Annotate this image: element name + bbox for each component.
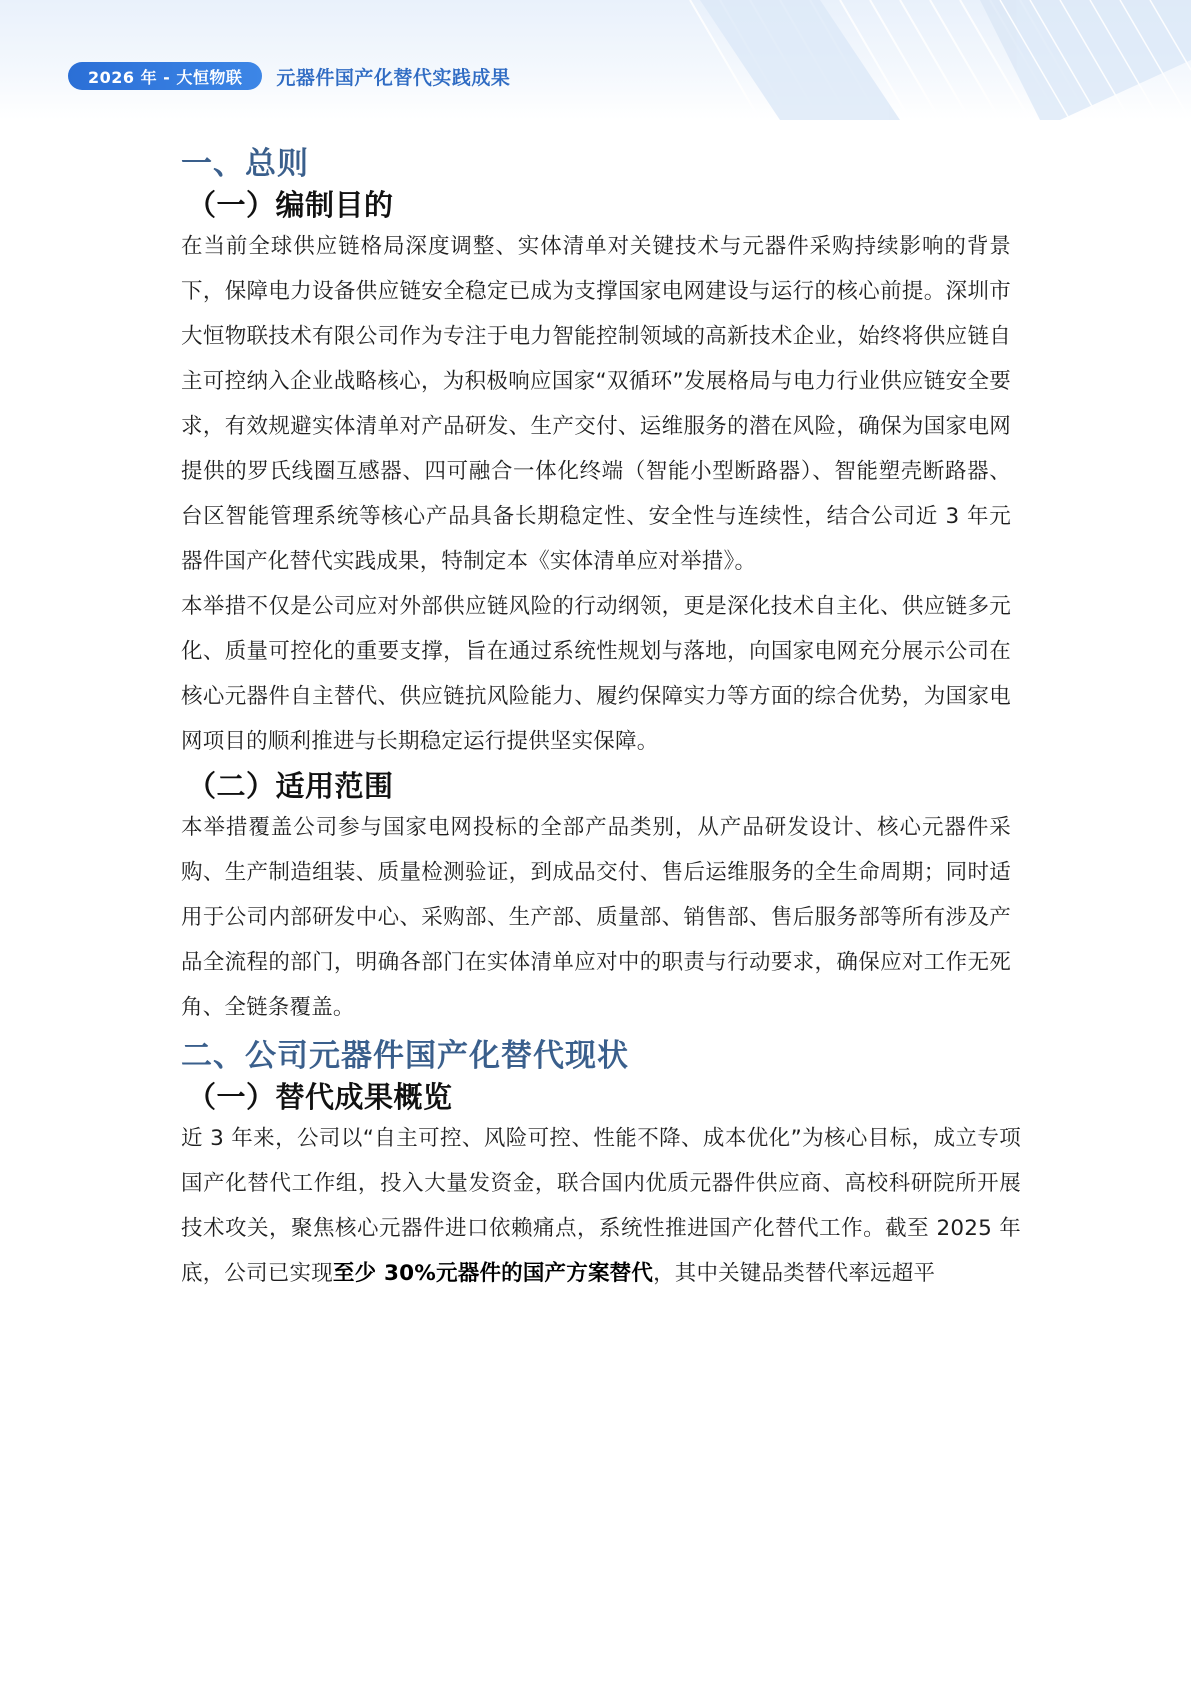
year-company-badge: 2026 年 - 大恒物联 bbox=[68, 62, 262, 90]
section-1-1-paragraph-1: 在当前全球供应链格局深度调整、实体清单对关键技术与元器件采购持续影响的背景下，保障电力设备供应链安全稳定已成为支撑国家电网建设与运行的核心前提。深圳市大恒物联技术有限公司作为专注于电力智能控制领域的高新技术企业，始终将供应链自主可控纳入企业战略核心，为积极响应国家“双循环”发展格局与电力行业供应链安全要求，有效规避实体清单对产品研发、生产交付、运维服务的潜在风险，确保为国家电网提供的罗氏线圈互感器、四可融合一体化终端（智能小型断路器）、智能塑壳断路器、台区智能管理系统等核心产品具备长期稳定性、安全性与连续性，结合公司近 3 年元器件国产化替代实践成果，特制定本《实体清单应对举措》。 bbox=[181, 234, 1011, 574]
highlight-text: 至少 30%元器件的国产方案替代 bbox=[332, 1261, 654, 1286]
header-background bbox=[0, 0, 1191, 120]
paragraph-text: 近 3 年来，公司以“自主可控、风险可控、性能不降、成本优化”为核心目标，成立专项国产化替代工作组，投入大量发资金，联合国内优质元器件供应商、高校科研院所开展技术攻关，聚焦核心元器件进口依赖痛点，系统性推进国产化替代工作。截至 2025 年底，公司已实现 bbox=[181, 1126, 1021, 1286]
section-1-2-paragraph-1: 本举措覆盖公司参与国家电网投标的全部产品类别，从产品研发设计、核心元器件采购、生产制造组装、质量检测验证，到成品交付、售后运维服务的全生命周期；同时适用于公司内部研发中心、采购部、生产部、质量部、销售部、售后服务部等所有涉及产品全流程的部门，明确各部门在实体清单应对中的职责与行动要求，确保应对工作无死角、全链条覆盖。 bbox=[181, 815, 1011, 1020]
section-1-1-title: （一）编制目的 bbox=[187, 188, 394, 222]
section-1-1-paragraph-2: 本举措不仅是公司应对外部供应链风险的行动纲领，更是深化技术自主化、供应链多元化、质量可控化的重要支撑，旨在通过系统性规划与落地，向国家电网充分展示公司在核心元器件自主替代、供应链抗风险能力、履约保障实力等方面的综合优势，为国家电网项目的顺利推进与长期稳定运行提供坚实保障。 bbox=[181, 594, 1011, 754]
section-2-1-title: （一）替代成果概览 bbox=[187, 1080, 453, 1114]
document-body bbox=[181, 138, 1021, 1296]
paragraph-text-end: ，其中关键品类替代率远超平 bbox=[653, 1261, 936, 1286]
header-decoration bbox=[0, 0, 1191, 120]
section-1-2-title: （二）适用范围 bbox=[187, 769, 394, 803]
section-2-1-paragraph-1 bbox=[181, 1116, 1021, 1296]
section-1-title: 一、总则 bbox=[181, 146, 309, 182]
running-header bbox=[68, 61, 510, 91]
header-subtitle: 元器件国产化替代实践成果 bbox=[276, 66, 511, 89]
section-2-title: 二、公司元器件国产化替代现状 bbox=[181, 1038, 629, 1074]
